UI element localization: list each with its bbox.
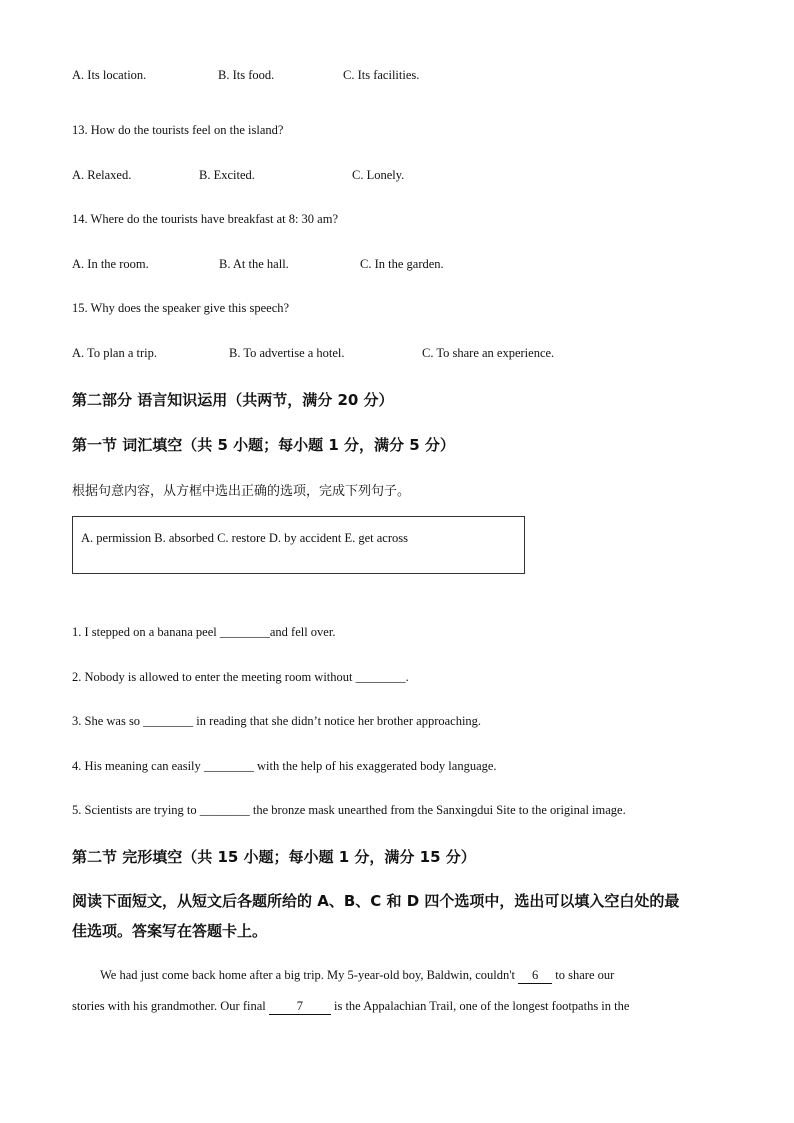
- q13-option-b: B. Excited.: [199, 168, 255, 182]
- q14-option-b: B. At the hall.: [219, 257, 289, 271]
- word-bank-box: [72, 516, 525, 574]
- q13-question: 13. How do the tourists feel on the island?: [72, 123, 284, 137]
- q15-question: 15. Why does the speaker give this speech?: [72, 301, 290, 315]
- section1-heading: 第一节 词汇填空（共 5 小题；每小题 1 分，满分 5 分）: [72, 436, 455, 454]
- q15-option-a: A. To plan a trip.: [72, 346, 157, 360]
- sentence-1: 1. I stepped on a banana peel ________and fell over.: [72, 625, 336, 639]
- passage-line1-end: to share our: [552, 968, 615, 982]
- passage-line-2: [72, 999, 722, 1015]
- q14-question: 14. Where do the tourists have breakfast at 8: 30 am?: [72, 212, 339, 226]
- q12-option-c: C. Its facilities.: [343, 68, 420, 82]
- q14-option-a: A. In the room.: [72, 257, 149, 271]
- blank-6: 6: [518, 968, 552, 984]
- section2-heading: 第二节 完形填空（共 15 小题；每小题 1 分，满分 15 分）: [72, 848, 476, 866]
- sentence-4: 4. His meaning can easily ________ with the help of his exaggerated body language.: [72, 759, 497, 773]
- q15-option-c: C. To share an experience.: [422, 346, 555, 360]
- word-bank-text: A. permission B. absorbed C. restore D. by accident E. get across: [81, 531, 409, 545]
- passage-line-1: [72, 968, 750, 984]
- sentence-2: 2. Nobody is allowed to enter the meeting room without ________.: [72, 670, 409, 684]
- q13-option-c: C. Lonely.: [352, 168, 405, 182]
- passage-line2-text: stories with his grandmother. Our final: [72, 999, 269, 1013]
- blank-7: 7: [269, 999, 331, 1015]
- section2-instruction-line2: 佳选项。答案写在答题卡上。: [72, 922, 268, 940]
- sentence-5: 5. Scientists are trying to ________ the bronze mask unearthed from the Sanxingdui Site to the original image.: [72, 803, 626, 817]
- q13-option-a: A. Relaxed.: [72, 168, 132, 182]
- section2-instruction-line1: 阅读下面短文，从短文后各题所给的 A、B、C 和 D 四个选项中，选出可以填入空白处的最: [72, 892, 680, 910]
- passage-line1-text: We had just come back home after a big trip. My 5-year-old boy, Baldwin, couldn't: [100, 968, 519, 982]
- passage-line2-end: is the Appalachian Trail, one of the longest footpaths in the: [330, 999, 630, 1013]
- q15-option-b: B. To advertise a hotel.: [229, 346, 345, 360]
- q12-option-a: A. Its location.: [72, 68, 147, 82]
- q14-option-c: C. In the garden.: [360, 257, 444, 271]
- sentence-3: 3. She was so ________ in reading that she didn’t notice her brother approaching.: [72, 714, 482, 728]
- section1-instruction: 根据句意内容，从方框中选出正确的选项，完成下列句子。: [72, 484, 411, 499]
- q12-option-b: B. Its food.: [218, 68, 275, 82]
- part2-heading: 第二部分 语言知识运用（共两节，满分 20 分）: [72, 391, 394, 409]
